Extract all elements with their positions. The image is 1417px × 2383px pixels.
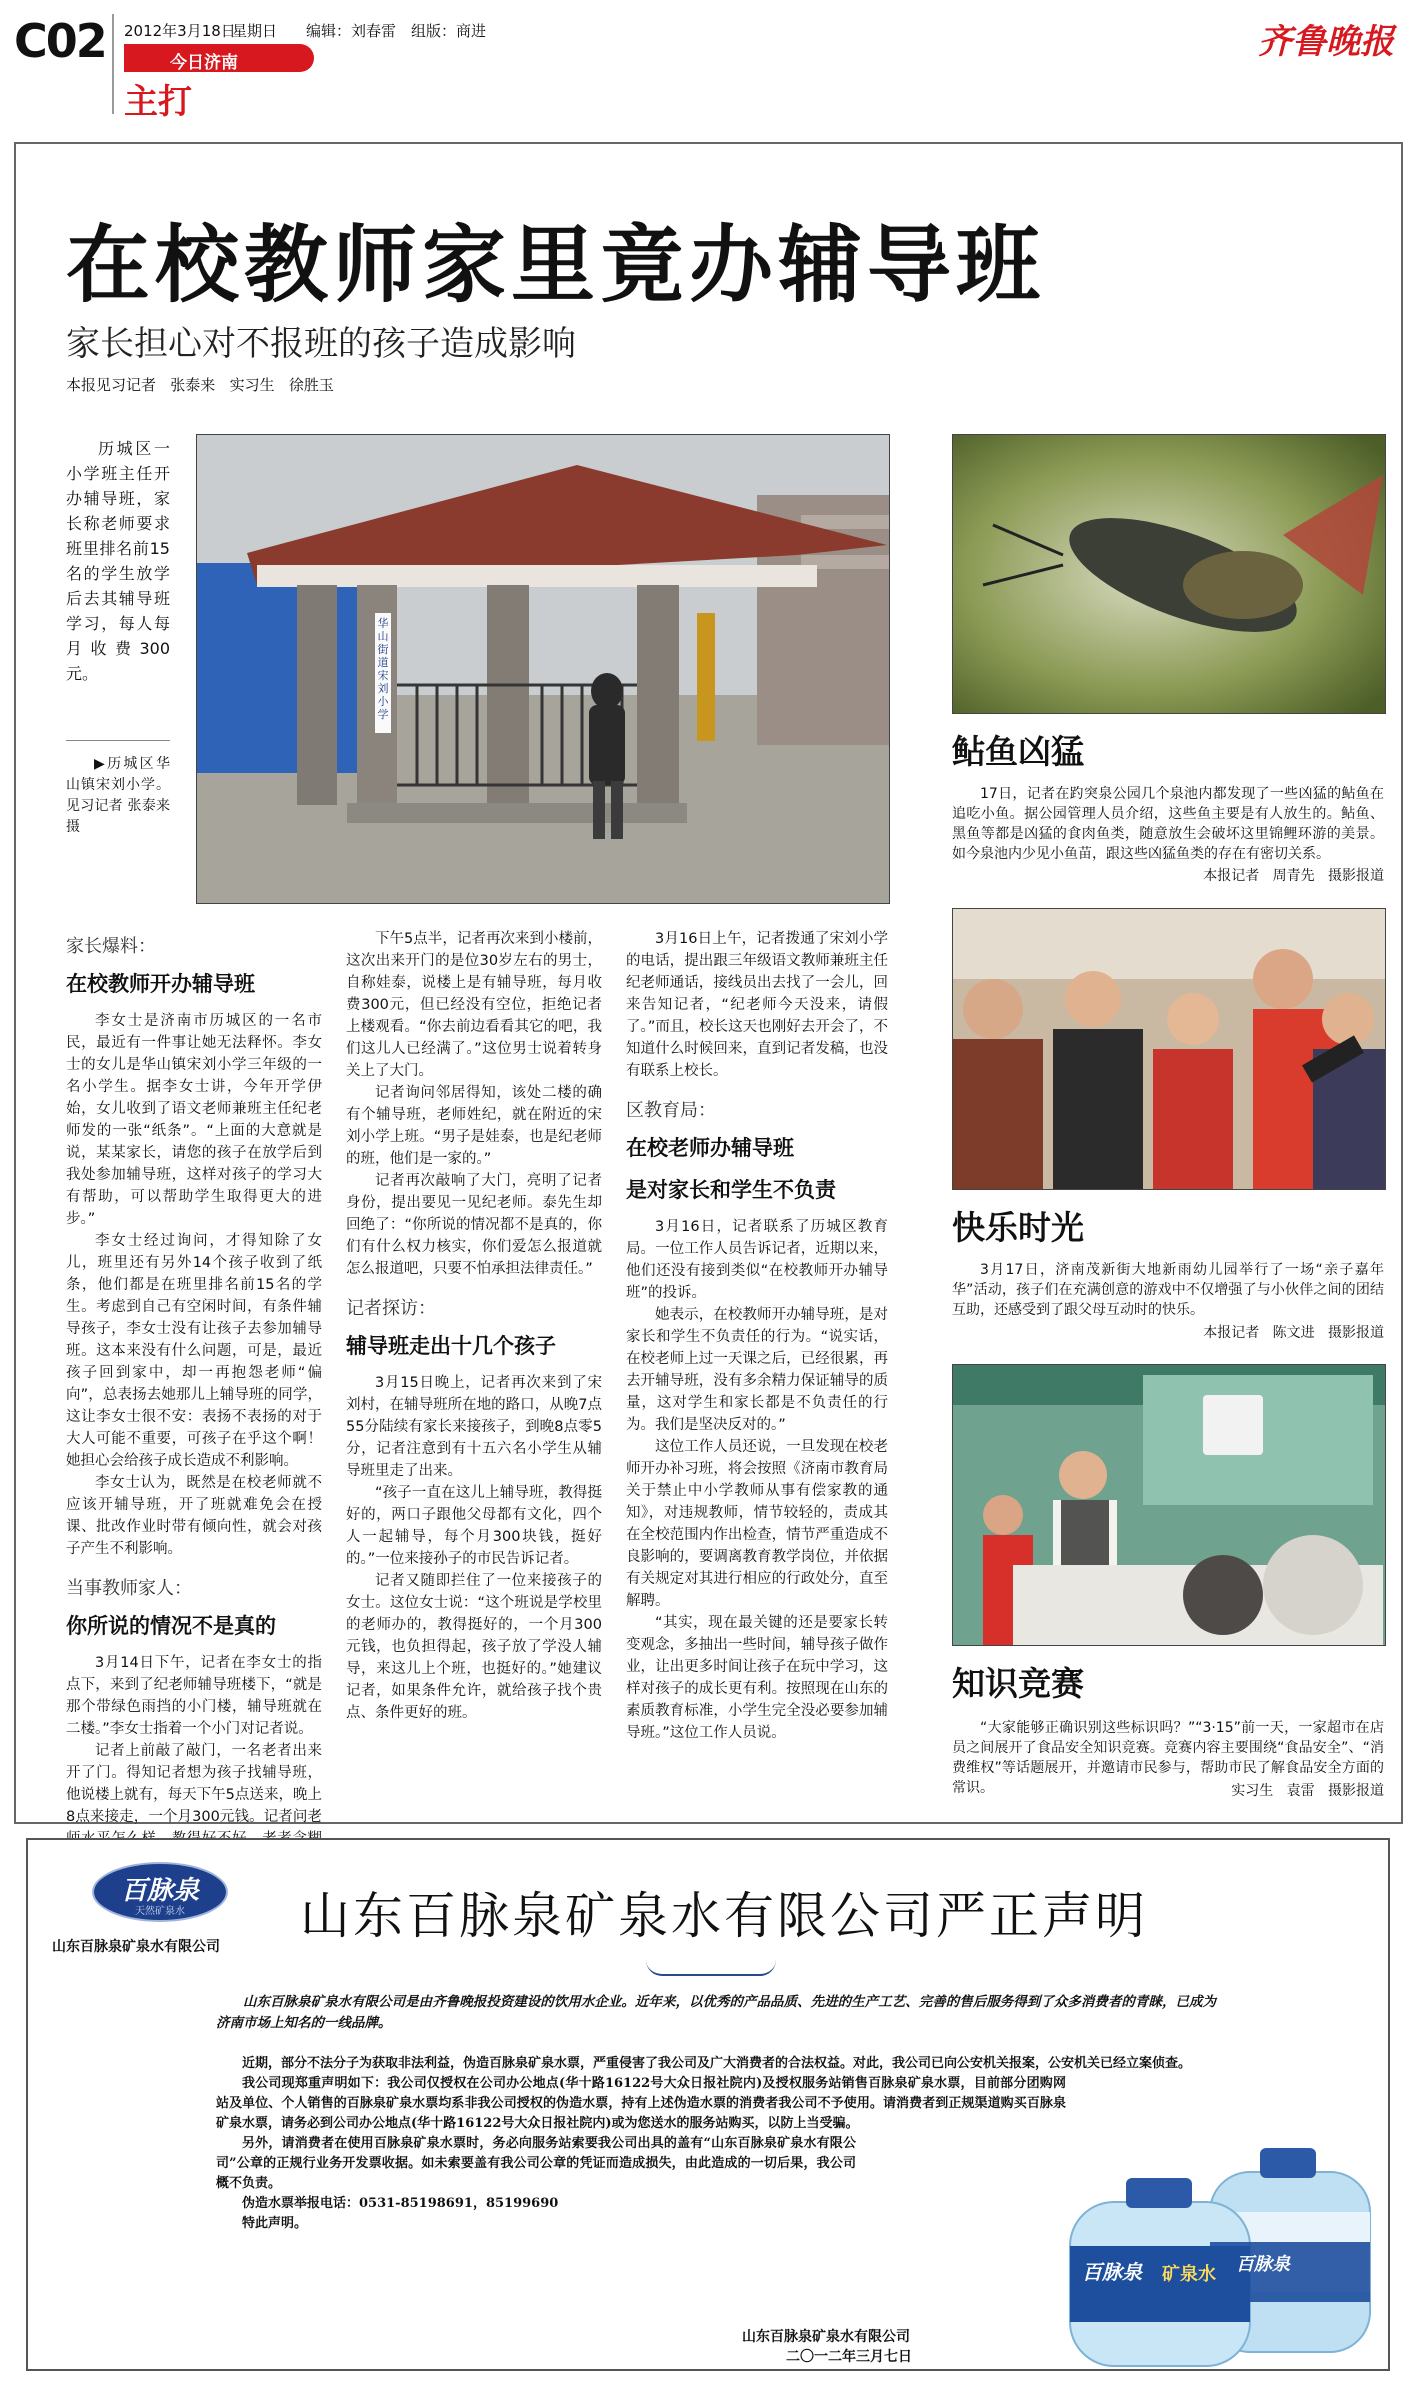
bottle-label-word: 矿泉水 — [1162, 2264, 1216, 2285]
sidebar-text-contest: “大家能够正确识别这些标识吗？”“3·15”前一天，一家超市在店员之间展开了食品安全知识竞赛。竞赛内容主要围绕“食品安全”、“消费维权”等话题展开，并邀请市民参与，帮助市民了解食品安全方面的常识。 — [952, 1720, 1384, 1796]
body-paragraph: 这位工作人员还说，一旦发现在校老师开办补习班，将会按照《济南市教育局关于禁止中小学教师从事有偿家教的通知》，对违规教师，情节较轻的，责成其在全校范围内作出检查，情节严重造成不良影响的，要调离教育教学岗位，并依据有关规定对其进行相应的行政处分，直至解聘。 — [626, 1439, 888, 1609]
body-paragraph: 3月16日，记者联系了历城区教育局。一位工作人员告诉记者，近期以来，他们还没有接到类似“在校教师开办辅导班”的投诉。 — [626, 1219, 888, 1301]
lead-text: 历城区一小学班主任开办辅导班，家长称老师要求班里排名前15名的学生放学后去其辅导班学习，每人每月收费300元。 — [66, 439, 170, 683]
body-column-1 — [66, 932, 322, 1825]
masthead-logo: 齐鲁晚报 — [1258, 22, 1394, 62]
header-rule-vertical — [112, 14, 114, 114]
sidebar-title-happy-time: 快乐时光 — [952, 1208, 1084, 1247]
sidebar-text-catfish: 17日，记者在趵突泉公园几个泉池内都发现了一些凶猛的鲇鱼在追吃小鱼。据公园管理人员介绍，这些鱼主要是有人放生的。鲇鱼、黑鱼等都是凶猛的食肉鱼类，随意放生会破坏这里锦鲤环游的美景。如今泉池内少见小鱼苗，跟这些凶猛鱼类的存在有密切关系。 — [952, 786, 1384, 862]
issue-date: 2012年3月18日 — [124, 22, 236, 40]
water-bottles-image — [1060, 2142, 1382, 2368]
layout-credit: 组版：商进 — [411, 22, 487, 40]
ad-signature-company: 山东百脉泉矿泉水有限公司 — [742, 2329, 910, 2345]
body-paragraph: 李女士是济南市历城区的一名市民，最近有一件事让她无法释怀。李女士的女儿是华山镇宋刘小学三年级的一名小学生。据李女士讲，今年开学伊始，女儿收到了语文老师兼班主任纪老师发的一张“纸条”。“上面的大意就是说，某某家长，请您的孩子在放学后到我处参加辅导班，这样对孩子的学习大有帮助，可以帮助学生取得更大的进步。” — [66, 1013, 322, 1227]
ad-ornament — [646, 1960, 776, 1976]
contest-photo — [952, 1364, 1386, 1646]
bottle-label-brand: 百脉泉 — [1082, 2260, 1142, 2284]
sidebar-text-happy-time: 3月17日，济南茂新街大地新雨幼儿园举行了一场“亲子嘉年华”活动，孩子们在充满创意的游戏中不仅增强了与小伙伴之间的团结互助，还感受到了跟父母互动时的快乐。 — [952, 1262, 1384, 1318]
brand-logo-text: 百脉泉 — [120, 1876, 199, 1906]
body-paragraph: 李女士认为，既然是在校老师就不应该开辅导班，开了班就难免会在授课、批改作业时带有倾向性，就会对孩子产生不利影响。 — [66, 1475, 322, 1557]
body-paragraph: “孩子一直在这儿上辅导班，教得挺好的，两口子跟他父母都有文化，四个人一起辅导，每个月300块钱，挺好的。”一位来接孙子的市民告诉记者。 — [346, 1485, 602, 1567]
section-title: 主打 — [124, 82, 192, 122]
body-paragraph: 她表示，在校教师开办辅导班，是对家长和学生不负责任的行为。“说实话，在校老师上过一天课之后，已经很累，再去开辅导班，没有多余精力保证辅导的质量，这对学生和家长都是不负责任的行为。我们是坚决反对的。” — [626, 1307, 888, 1433]
body-column-2 — [346, 928, 602, 1812]
ad-closing: 特此声明。 — [242, 2216, 308, 2231]
sidebar-credit-contest: 实习生 袁雷 摄影报道 — [1231, 1783, 1384, 1799]
editor-credit: 编辑：刘春雷 — [306, 22, 397, 40]
body-paragraph: 记者又随即拦住了一位来接孩子的女士。这位女士说：“这个班说是学校里的老师办的，教得挺好的，一个月300元钱，也负担得起，孩子放了学没人辅导，来这儿上个班，也挺好的。”她建议记者，如果条件允许，就给孩子找个贵点、条件更好的班。 — [346, 1573, 602, 1721]
section-heading-teacher-family: 你所说的情况不是真的 — [66, 1614, 276, 1638]
ad-company-small: 山东百脉泉矿泉水有限公司 — [52, 1939, 220, 1955]
issue-weekday: 星期日 — [232, 22, 278, 40]
ad-paragraph-1: 山东百脉泉矿泉水有限公司是由齐鲁晚报投资建设的饮用水企业。近年来，以优秀的产品品质、先进的生产工艺、完善的售后服务得到了众多消费者的青睐，已成为济南市场上知名的一线品牌。 — [216, 1994, 1216, 2031]
sidebar-credit-catfish: 本报记者 周青先 摄影报道 — [1203, 868, 1384, 884]
body-paragraph: 下午5点半，记者再次来到小楼前，这次出来开门的是位30岁左右的男士，自称娃泰，说楼上是有辅导班，每月收费300元，但已经没有空位，拒绝记者上楼观看。“你去前边看看其它的吧，我们这儿人已经满了。”这位男士说着转身关上了大门。 — [346, 931, 602, 1079]
section-label-education-bureau: 区教育局： — [626, 1100, 716, 1121]
section-label-teacher-family: 当事教师家人： — [66, 1578, 192, 1599]
subheadline: 家长担心对不报班的孩子造成影响 — [66, 324, 576, 364]
body-paragraph: 3月15日晚上，记者再次来到了宋刘村，在辅导班所在地的路口，从晚7点55分陆续有家长来接孩子，到晚8点零5分，记者注意到有十五六名小学生从辅导班里走了出来。 — [346, 1375, 602, 1479]
section-heading-education-bureau-1: 在校老师办辅导班 — [626, 1136, 794, 1160]
bottle-label-brand-2: 百脉泉 — [1236, 2254, 1290, 2275]
page-number: C02 — [14, 14, 106, 68]
byline: 本报见习记者 张泰来 实习生 徐胜玉 — [66, 376, 334, 394]
catfish-photo — [952, 434, 1386, 714]
body-column-3 — [626, 928, 888, 1812]
sidebar-title-contest: 知识竞赛 — [952, 1664, 1084, 1703]
kindergarten-photo — [952, 908, 1386, 1190]
section-tag-text: 今日济南 — [170, 53, 238, 73]
section-heading-education-bureau-2: 是对家长和学生不负责 — [626, 1178, 836, 1202]
section-label-reporter-visit: 记者探访： — [346, 1298, 436, 1319]
ad-signature-date: 二〇一二年三月七日 — [786, 2349, 912, 2365]
body-paragraph: 记者再次敲响了大门，亮明了记者身份，提出要见一见纪老师。泰先生却回绝了：“你所说的情况都不是真的，你们有什么权力核实，你们爱怎么报道就怎么报道吧，只要不怕承担法律责任。” — [346, 1173, 602, 1277]
sidebar-credit-happy-time: 本报记者 陈文进 摄影报道 — [1203, 1325, 1384, 1341]
photo-caption: ▶历城区华山镇宋刘小学。 见习记者 张泰来 摄 — [66, 756, 170, 835]
ad-title: 山东百脉泉矿泉水有限公司严正声明 — [300, 1887, 1148, 1945]
school-gate-photo — [196, 434, 890, 904]
headline: 在校教师家里竟办辅导班 — [66, 216, 1046, 314]
body-paragraph: 3月16日上午，记者拨通了宋刘小学的电话，提出跟三年级语文教师兼班主任纪老师通话，接线员出去找了一会儿，回来告知记者，“纪老师今天没来，请假了。”而且，校长这天也刚好去开会了，不知道什么时候回来，直到记者发稿，也没有联系上校长。 — [626, 931, 888, 1079]
section-heading-reporter-visit: 辅导班走出十几个孩子 — [346, 1334, 556, 1358]
body-paragraph: 记者上前敲了敲门，一名老者出来开了门。得知记者想为孩子找辅导班，他说楼上就有，每天下午5点送来，晚上8点来接走，一个月300元钱。记者问老 — [66, 1743, 322, 1825]
section-label-parent: 家长爆料： — [66, 936, 156, 957]
sidebar-title-catfish: 鲇鱼凶猛 — [952, 732, 1084, 771]
body-paragraph: 记者询问邻居得知，该处二楼的确有个辅导班，老师姓纪，就在附近的宋刘小学上班。“男子是娃泰，也是纪老师的班，他们是一家的。” — [346, 1085, 602, 1167]
lead-divider — [66, 740, 170, 741]
section-heading-parent: 在校教师开办辅导班 — [66, 972, 255, 996]
body-paragraph: 3月14日下午，记者在李女士的指点下，来到了纪老师辅导班楼下，“就是那个带绿色雨挡的小门楼，辅导班就在二楼。”李女士指着一个小门对记者说。 — [66, 1655, 322, 1737]
school-name-sign: 华山街道宋刘小学 — [377, 617, 389, 721]
ad-paragraph-2: 近期，部分不法分子为获取非法利益，伪造百脉泉矿泉水票，严重侵害了我公司及广大消费者的合法权益。对此，我公司已向公安机关报案，公安机关已经立案侦查。 — [242, 2056, 1192, 2071]
ad-paragraph-3: 我公司现郑重声明如下：我公司仅授权在公司办公地点(华十路16122号大众日报社院内)及授权服务站销售百脉泉矿泉水票，目前部分团购网站及单位、个人销售的百脉泉矿泉水票均系非我公司授权的伪造水票，持有上述伪造水票的消费者我公司不予使用。请消费者到正规渠道购买百脉泉矿泉水票，请务必到公司办公地点(华十路16122号大众日报社院内)或为您送水的服务站购买，以防上当受骗。 — [216, 2076, 1066, 2131]
body-paragraph: 李女士经过询问，才得知除了女儿，班里还有另外14个孩子收到了纸条，他们都是在班里排名前15名的学生。考虑到自己有空闲时间，有条件辅导孩子，李女士没有让孩子去参加辅导班。这本来没有什么问题，可是，最近孩子回到家中，却一再抱怨老师“偏向”，总表扬去她那儿上辅导班的同学，这让李女士很不安：表扬不表扬的对于大人可能不重要，可孩子在乎这个啊！她担心会给孩子成长造成不利影响。 — [66, 1233, 322, 1469]
body-paragraph: “其实，现在最关键的还是要家长转变观念，多抽出一些时间，辅导孩子做作业，让出更多时间让孩子在玩中学习，这样对孩子的成长更有利。按照现在山东的素质教育标准，小学生完全没必要参加辅导班。”这位工作人员说。 — [626, 1615, 888, 1741]
ad-paragraph-4: 另外，请消费者在使用百脉泉矿泉水票时，务必向服务站索要我公司出具的盖有“山东百脉泉矿泉水有限公司”公章的正规行业务开发票收据。如未索要盖有我公司公章的凭证而造成损失，由此造成的一切后果，我公司概不负责。 — [216, 2136, 856, 2191]
brand-logo-subtext: 天然矿泉水 — [135, 1906, 185, 1917]
ad-hotline: 伪造水票举报电话：0531-85198691，85199690 — [242, 2196, 559, 2211]
